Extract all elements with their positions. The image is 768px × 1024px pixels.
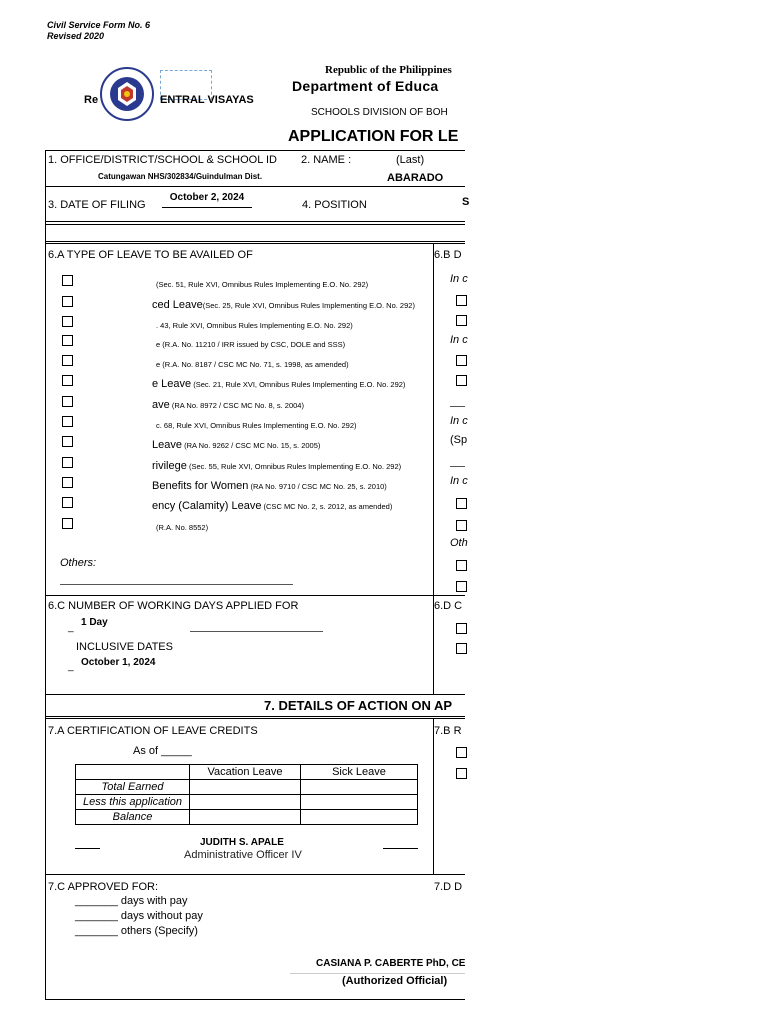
region-label: ENTRAL VISAYAS	[160, 94, 254, 106]
date-filing-label: 3. DATE OF FILING	[48, 199, 146, 211]
list-item	[0, 415, 425, 429]
position-value[interactable]: S	[462, 196, 470, 208]
section-6b-sub5: Oth	[450, 537, 468, 549]
others-specify[interactable]: _______ others (Specify)	[75, 925, 198, 937]
leave-type-reference: e (R.A. No. 11210 / IRR issued by CSC, DOLE and SSS)	[156, 340, 346, 349]
name-label: 2. NAME :	[301, 154, 352, 166]
section-6c-title: 6.C NUMBER OF WORKING DAYS APPLIED FOR	[48, 600, 299, 612]
col-sick: Sick Leave	[301, 765, 418, 780]
list-item	[0, 274, 425, 288]
name-last-label: (Last)	[396, 154, 425, 166]
list-item	[0, 496, 425, 510]
section-7d-title: 7.D D	[434, 881, 463, 893]
section-6b-title: 6.B D	[434, 249, 462, 261]
section-6b-sub4: In c	[450, 475, 468, 487]
6b-checkbox-1[interactable]	[456, 295, 467, 306]
6b-checkbox-3[interactable]	[456, 355, 467, 366]
row-balance: Balance	[76, 810, 190, 825]
leave-type-reference: (RA No. 8972 / CSC MC No. 8, s. 2004)	[169, 401, 304, 410]
list-item	[0, 476, 425, 490]
republic-label: Republic of the Philippines	[325, 64, 452, 76]
list-item	[0, 374, 425, 388]
section-6b-sub3: In c	[450, 415, 468, 427]
leave-type-reference: (RA No. 9262 / CSC MC No. 15, s. 2005)	[181, 441, 321, 450]
authorized-official-label: (Authorized Official)	[342, 975, 448, 987]
days-without-pay[interactable]: _______ days without pay	[75, 910, 203, 922]
division-label: SCHOOLS DIVISION OF BOH	[311, 107, 448, 118]
list-item	[0, 334, 425, 348]
leave-type-reference: (RA No. 9710 / CSC MC No. 25, s. 2010)	[248, 482, 387, 491]
6b-checkbox-7[interactable]	[456, 560, 467, 571]
days-applied-value[interactable]: 1 Day	[81, 617, 108, 628]
6d-checkbox-2[interactable]	[456, 643, 467, 654]
section-6a-title: 6.A TYPE OF LEAVE TO BE AVAILED OF	[48, 249, 253, 261]
form-number: Civil Service Form No. 6	[47, 20, 151, 30]
6d-checkbox-1[interactable]	[456, 623, 467, 634]
form-title: APPLICATION FOR LE	[288, 128, 459, 145]
leave-type-reference: . 43, Rule XVI, Omnibus Rules Implementing E.O. No. 292)	[156, 321, 353, 330]
leave-type-reference: (R.A. No. 8552)	[156, 523, 209, 532]
col-vacation: Vacation Leave	[190, 765, 301, 780]
leave-type-reference: (Sec. 25, Rule XVI, Omnibus Rules Implementing E.O. No. 292)	[202, 301, 415, 310]
name-last-value[interactable]: ABARADO	[387, 172, 444, 184]
row-total-earned: Total Earned	[76, 780, 190, 795]
inclusive-dates-label: INCLUSIVE DATES	[76, 641, 173, 653]
table-row	[76, 780, 418, 795]
others-label: Others:	[60, 557, 97, 569]
section-7-title: 7. DETAILS OF ACTION ON AP	[264, 698, 453, 713]
section-6b-sub2: In c	[450, 334, 468, 346]
leave-type-reference: (Sec. 55, Rule XVI, Omnibus Rules Implementing E.O. No. 292)	[186, 462, 402, 471]
leave-type-reference: (CSC MC No. 2, s. 2012, as amended)	[261, 502, 393, 511]
department-label: Department of Educa	[292, 78, 439, 94]
section-7c-title: 7.C APPROVED FOR:	[48, 881, 159, 893]
leave-type-label: ave	[152, 399, 170, 411]
region-prefix: Re	[84, 94, 99, 106]
leave-type-reference: (Sec. 21, Rule XVI, Omnibus Rules Implementing E.O. No. 292)	[191, 380, 406, 389]
table-row	[76, 810, 418, 825]
row-less-application: Less this application	[76, 795, 190, 810]
date-filing-value[interactable]: October 2, 2024	[162, 192, 252, 208]
authorized-official-name: CASIANA P. CABERTE PhD, CE	[316, 958, 466, 969]
6b-checkbox-4[interactable]	[456, 375, 467, 386]
section-6b-sub3b: (Sp	[450, 434, 468, 446]
section-6b-sub1: In c	[450, 273, 468, 285]
days-with-pay[interactable]: _______ days with pay	[75, 895, 188, 907]
list-item	[0, 456, 425, 470]
6b-checkbox-8[interactable]	[456, 581, 467, 592]
7b-checkbox-1[interactable]	[456, 747, 467, 758]
list-item	[0, 315, 425, 329]
leave-type-label: ency (Calamity) Leave	[152, 500, 262, 512]
form-page: Civil Service Form No. 6 Revised 2020 Republic of the Philippines Department of Educa Re ENTRAL VISAYAS SCHOOLS DIVISION OF BOH APPLICATION FOR LE 1. OFFICE/DISTRICT/SCHOOL & SCHOOL ID Catungawan NHS/302834/Guindulman Dist. 2. NAME : (Last) ABARADO 3. DATE OF FILING October 2, 2024 4. POSITION S 6.A TYPE OF LEAVE TO BE AVAILED OF Others: 6.B D In c In c In c (Sp In c Oth 6.C NUMBER OF WORKING DAYS APPLIED FOR _ 1 Day INCLUSIVE DATES _ October 1, 2024 6.D C 7. DETAILS OF ACTION ON AP 7.A CERTIFICATION OF LEAVE CREDITS As of _____ Vacation Leave Sick Leave Total Earned Less this application Balance Administrative Officer IV JUDITH S. APALE 7.B R 7.C APPROVED FOR: _______ days with pay _______ days without pay _______ others (Specify) 7.D D CASIANA P. CABERTE PhD, CE (Authorized Official) (Sec. 51, Rule XVI, Omnibus Rules Implementing E.O. No. 292) ced Leave(Sec. 25, Rule XVI, Omnibus Rules Implementing E.O. No. 292) . 43, Rule XVI, Omnibus Rules Implementing E.O. No. 292) e (R.A. No. 11210 / IRR issued by CSC, DOLE and SSS) e (R.A. No. 8187 / CSC MC No. 71, s. 1998, as amended) e Leave (Sec. 21, Rule XVI, Omnibus Rules Implementing E.O. No. 292) ave (RA No. 8972 / CSC MC No. 8, s. 2004) c. 68, Rule XVI, Omnibus Rules Implementing E.O. No. 292) Leave (RA No. 9262 / CSC MC No. 15, s. 2005) rivilege (Sec. 55, Rule XVI, Omnibus Rules Implementing E.O. No. 292) Benefits for Women (RA No. 9710 / CSC MC No. 25, s. 2010) ency (Calamity) Leave (CSC MC No. 2, s. 2012, as amended) (R.A. No. 8552)	[0, 0, 465, 1024]
deped-seal-icon	[94, 66, 160, 122]
office-label: 1. OFFICE/DISTRICT/SCHOOL & SCHOOL ID	[48, 154, 277, 166]
list-item	[0, 354, 425, 368]
6b-checkbox-2[interactable]	[456, 315, 467, 326]
form-revised: Revised 2020	[47, 31, 105, 41]
list-item	[0, 435, 425, 449]
position-label: 4. POSITION	[302, 199, 367, 211]
leave-type-label: e Leave	[152, 378, 192, 390]
as-of-label: As of _____	[133, 745, 192, 757]
list-item	[0, 295, 425, 309]
list-item	[0, 517, 425, 531]
table-row	[76, 795, 418, 810]
leave-type-label: rivilege	[152, 460, 187, 472]
section-7a-title: 7.A CERTIFICATION OF LEAVE CREDITS	[48, 725, 258, 737]
6b-checkbox-6[interactable]	[456, 520, 467, 531]
leave-credits-table	[75, 764, 418, 825]
7b-checkbox-2[interactable]	[456, 768, 467, 779]
others-input[interactable]	[60, 584, 293, 585]
leave-type-reference: e (R.A. No. 8187 / CSC MC No. 71, s. 1998, as amended)	[156, 360, 349, 369]
leave-type-reference: (Sec. 51, Rule XVI, Omnibus Rules Implementing E.O. No. 292)	[156, 280, 369, 289]
leave-type-label: Benefits for Women	[152, 480, 249, 492]
leave-type-label: ced Leave	[152, 299, 203, 311]
office-value[interactable]: Catungawan NHS/302834/Guindulman Dist.	[98, 172, 263, 181]
certifier-position: Administrative Officer IV	[184, 849, 302, 861]
list-item	[0, 395, 425, 409]
leave-type-reference: c. 68, Rule XVI, Omnibus Rules Implementing E.O. No. 292)	[156, 421, 357, 430]
inclusive-dates-value[interactable]: October 1, 2024	[81, 657, 156, 668]
section-6d-title: 6.D C	[434, 600, 463, 612]
section-7b-title: 7.B R	[434, 725, 462, 737]
certifier-name: JUDITH S. APALE	[200, 837, 284, 848]
leave-type-label: Leave	[152, 439, 182, 451]
6b-checkbox-5[interactable]	[456, 498, 467, 509]
